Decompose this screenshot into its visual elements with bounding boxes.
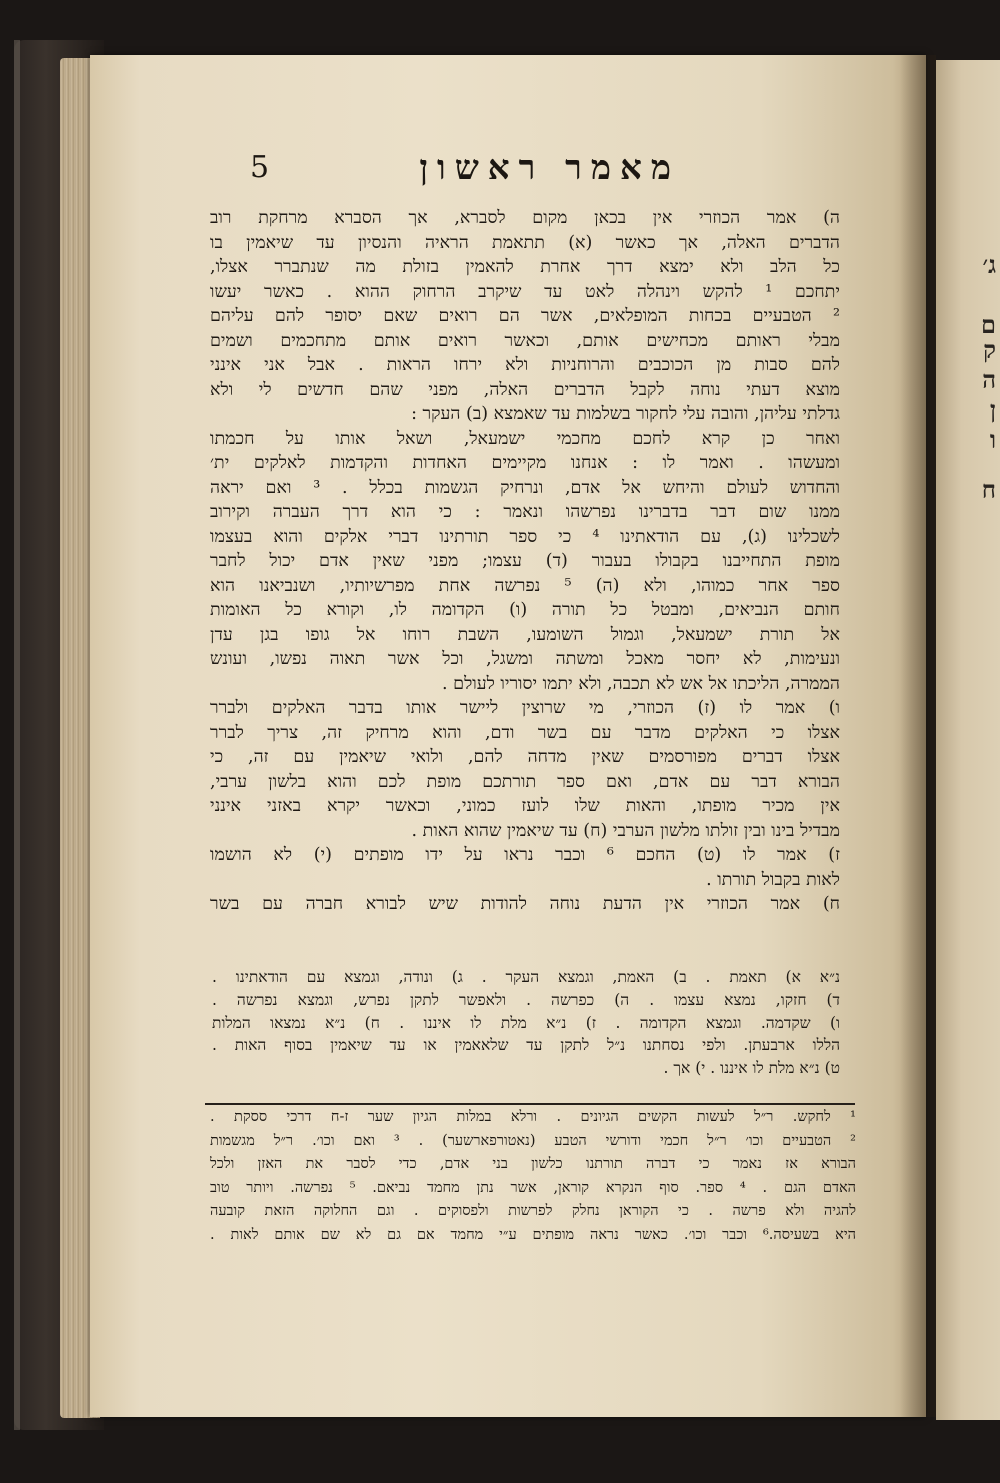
text-line: אצלו דברים מפורסמים שאין מדחה להם, ולואי שיאמין עם זה, כי [210, 747, 840, 767]
footnote-line: הבורא אז נאמר כי דברה תורתנו כלשון בני אדם, כדי לסבר את האזן ולכל [210, 1156, 856, 1172]
page-header [240, 148, 690, 198]
variant-line: הללו ארבעתן. ולפי נסחתנו נ״ל לתקן עד שלאאמין או עד שיאמין בסוף האות . [212, 1036, 840, 1055]
running-title: מאמר ראשון [419, 148, 680, 188]
variant-line: נ״א א) תאמת . ב) האמת, וגמצא העקר . ג) ונודה, וגמצא עם הודאתינו . [212, 968, 840, 986]
facing-page: ג׳ ם ק ה ן ו ח [936, 60, 1000, 1420]
text-line: ז) אמר לו (ט) החכם ⁶ וכבר נראו על ידו מופתים (י) לא הושמו [210, 845, 840, 865]
text-line: ממנו שום דבר בדברינו נפרשהו ונאמר : כי הוא דרך העברה וקירוב [210, 502, 840, 522]
footnote-line: להגיה ולא פרשה . כי הקוראן נחלק לפרשות ולפסוקים . וגם החלוקה הזאת קובעה [210, 1203, 856, 1219]
text-line: ספר אחר כמוהו, ולא (ה) ⁵ נפרשה אחת מפרשיותיו, ושנביאנו הוא [210, 575, 840, 596]
main-text [210, 206, 840, 917]
text-line: ואחר כן קרא לחכם מחכמי ישמעאל, ושאל אותו על חכמתו [210, 428, 840, 449]
variant-line: ד) חזקו, נמצא עצמו . ה) כפרשה . ולאפשר לתקן נפרש, וגמצא נפרשה . [212, 990, 840, 1009]
text-line: חותם הנביאים, ומבטל כל תורה (ו) הקדומה לו, וקורא כל האומות [210, 600, 840, 620]
text-line: מבדיל בינו ובין זולתו מלשון הערבי (ח) עד שיאמין שהוא האות . [411, 820, 840, 841]
footnote-line: ¹ לחקש. ר״ל לעשות הקשים הגיונים . ורלא במלות הגיון שער ז-ח דרכי ססקת . [210, 1109, 856, 1125]
page-number: 5 [250, 150, 270, 185]
text-line: אצלו כי האלקים מדבר עם בשר ודם, והוא מרחיק זה, צריך לברר [210, 722, 840, 743]
footnote-line: האדם הגם . ⁴ ספר. סוף הנקרא קוראן, אשר נתן מחמד נביאם. ⁵ נפרשה. ויותר טוב [210, 1179, 856, 1196]
variant-readings [212, 966, 840, 1080]
text-line: ומעשהו . ואמר לו : אנחנו מקיימים האחדות והקדמות לאלקים ית׳ [210, 453, 840, 473]
text-line: ונעימות, לא יחסר מאכל ומשתה ומשגל, וכל אשר תאוה נפשו, ועונש [210, 649, 840, 669]
text-line: מופת התחייבנו בקבולו בעבור (ד) עצמו; מפני שאין אדם יכול לחבר [210, 551, 840, 571]
footnote-line: ² הטבעיים וכו׳ ר״ל חכמי ודורשי הטבע (נאטורפארשער) . ³ ואם וכו׳. ר״ל מגשמות [210, 1132, 856, 1149]
text-line: לאות בקבול תורתו . [706, 869, 840, 890]
text-line: מבלי ראותם מכחישים אותם, וכאשר רואים אותם מתחכמים ושמים [210, 330, 840, 351]
text-line: והחדוש לעולם והיחש אל אדם, ונרחיק הגשמות בכלל . ³ ואם יראה [210, 477, 840, 498]
footnotes [210, 1106, 856, 1247]
text-line: כל הלב ולא ימצא דרך אחרת להאמין בזולת מה שנתברר אצלו, [210, 257, 840, 277]
footnote-divider [205, 1103, 855, 1105]
text-line: ה) אמר הכוזרי אין בכאן מקום לסברא, אך הסברא מרחקת רוב [210, 208, 840, 228]
footnote-line: היא בשעיסה.⁶ וכבר וכו׳. כאשר נראה מופתים ע״י מחמד אם גם לא שם אותם לאות . [210, 1226, 856, 1243]
text-line: לשכלינו (ג), עם הודאתינו ⁴ כי ספר תורתינו דברי אלקים והוא בעצמו [210, 526, 840, 547]
text-line: מוצא דעתי נוחה לקבל הדברים האלה, מפני שהם חדשים לי ולא [210, 379, 840, 400]
text-line: אל תורת ישמעאל, וגמול השומעו, השבת רוחו אל גופו בגן עדן [210, 624, 840, 645]
text-line: הדברים האלה, אך כאשר (א) תתאמת הראיה והנסיון עד שיאמין בו [210, 232, 840, 253]
variant-line: ט) נ״א מלת לו איננו . י) אך . [663, 1059, 840, 1078]
text-line: להם סבות מן הכוכבים והרוחניות ולא ירחו הראות . אבל אני אינני [210, 355, 840, 375]
text-line: הממרה, הליכתו אל אש לא תכבה, ולא יתמו יסוריו לעולם . [442, 673, 840, 694]
text-line: הבורא דבר עם אדם, ואם ספר תורתכם מופת לכם והוא בלשון ערבי, [210, 771, 840, 792]
text-line: ח) אמר הכוזרי אין הדעת נוחה להודות שיש לבורא חברה עם בשר [210, 894, 840, 914]
spine-shadow [900, 55, 936, 1417]
variant-line: ו) שקדמה. וגמצא הקדומה . ז) נ״א מלת לו איננו . ח) נ״א נמצאו המלות [212, 1013, 840, 1032]
text-line: ² הטבעיים בכחות המופלאים, אשר הם רואים שאם יסופר להם עליהם [210, 306, 840, 326]
text-line: גדלתי עליהן, והובה עלי לחקור בשלמות עד שאמצא (ב) העקר : [411, 404, 840, 424]
text-line: יתחכם ¹ להקש וינהלה לאט עד שיקרב הרחוק ההוא . כאשר יעשו [210, 281, 840, 302]
text-line: ו) אמר לו (ז) הכוזרי, מי שרוצין ליישר אותו בדבר האלקים ולברר [210, 698, 840, 718]
cover-edge [14, 40, 20, 1430]
text-line: אין מכיר מופתו, והאות שלו לועז כמוני, וכאשר יקרא באזני אינני [210, 796, 840, 816]
